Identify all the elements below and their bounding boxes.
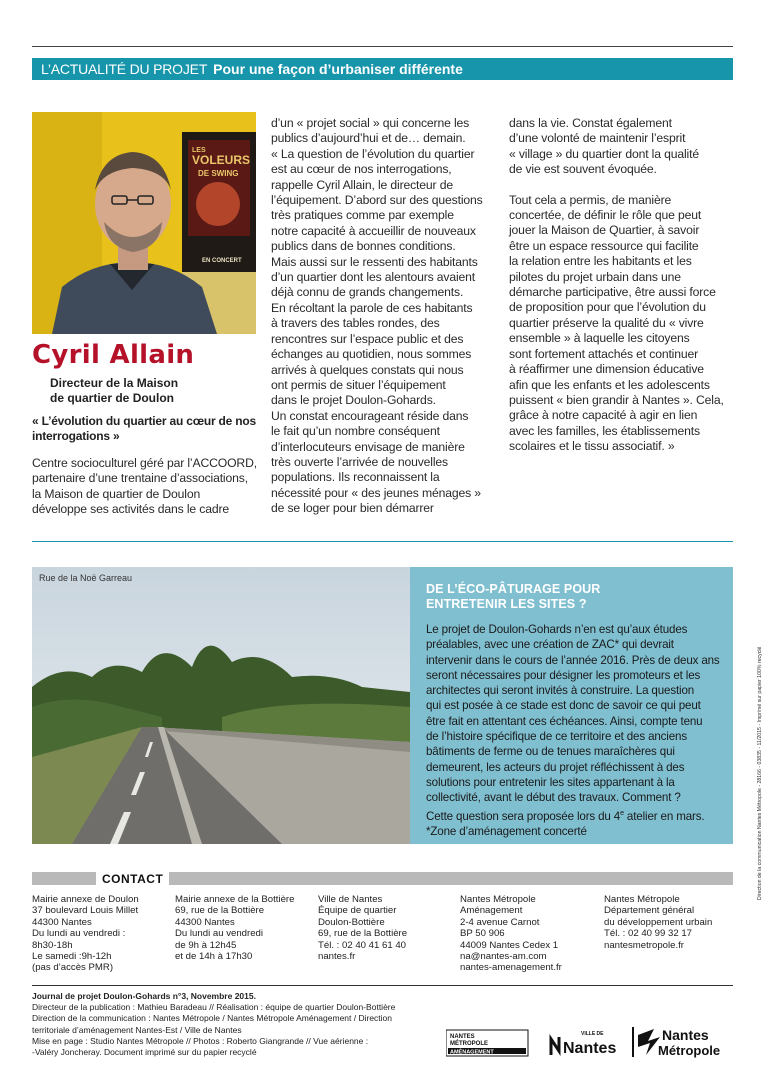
photo-caption: Rue de la Noë Garreau	[39, 573, 133, 583]
text-line: de proposition pour que l’évolution du	[509, 300, 706, 315]
quote-line-2: interrogations »	[32, 429, 120, 443]
article-column-3	[509, 116, 735, 455]
poster-line1: LES	[192, 147, 206, 154]
text-line: puissent « bien grandir à Nantes ». Cela,	[509, 392, 724, 407]
contact-line: BP 50 906	[460, 928, 505, 940]
contact-line: et de 14h à 17h30	[175, 951, 253, 963]
side-credit-text: Direction de la communication Nantes Métropole - 28166 - 03835 - 11/2015 - Imprimé sur papier 100% recyclé	[757, 646, 763, 900]
contact-heading: CONTACT	[96, 872, 169, 885]
poster-line3: DE SWING	[198, 169, 239, 178]
contact-line: 44300 Nantes	[175, 916, 235, 928]
portrait-photo	[32, 112, 256, 334]
text-line: à réaffirmer une dimension éducative	[509, 362, 704, 377]
contact-line: Mairie annexe de Doulon	[32, 894, 139, 905]
text-line: d’un « projet social » qui concerne les	[271, 116, 470, 130]
text-line: sont fortement attachés et continuer	[509, 346, 699, 361]
credit-line: Mise en page : Studio Nantes Métropole // Photos : Roberto Giangrande // Vue aérienne :	[32, 1035, 369, 1046]
logo-text: AMÉNAGEMENT	[450, 1049, 494, 1056]
contact-line: Aménagement	[460, 905, 523, 917]
text-line	[426, 806, 726, 824]
contact-line: Mairie annexe de la Bottière	[175, 894, 295, 905]
contact-line: 8h30-18h	[32, 939, 73, 951]
nantes-metropole-logo	[632, 1025, 734, 1059]
text-line: avec les familles, les établissements	[509, 423, 700, 438]
contact-line: (pas d’accès PMR)	[32, 962, 114, 974]
text-line: « La question de l’évolution du quartier	[271, 146, 475, 161]
banner-kicker: L’ACTUALITÉ DU PROJET	[41, 61, 208, 77]
nantes-metropole-amenagement-logo	[446, 1028, 536, 1058]
text-line: populations. Ils reconnaissent la	[271, 470, 440, 485]
text-line: développe ses activités dans le cadre	[32, 502, 230, 517]
text-line: démarche participative, être aussi force	[509, 285, 716, 300]
text-line: est au cœur de nos interrogations,	[271, 162, 452, 177]
text-segment: atelier en mars.	[623, 809, 705, 823]
section-divider	[32, 541, 733, 542]
eco-body	[426, 622, 726, 839]
text-line: déjà connu de grands changements.	[271, 285, 464, 300]
logo-text: NANTES	[450, 1034, 475, 1040]
text-line: partenaire d’une trentaine d’associations,	[32, 471, 248, 486]
article-column-1	[32, 456, 262, 518]
text-line: Un constat encourageant réside dans	[271, 408, 469, 423]
logo-text: VILLE DE	[581, 1031, 604, 1037]
text-line: dans la vie. Constat également	[509, 116, 672, 130]
contact-line: Tél. : 02 40 41 61 40	[318, 939, 407, 951]
text-line: afin que les enfants et les adolescents	[509, 377, 710, 392]
contact-line: 69, rue de la Bottière	[175, 905, 265, 917]
text-line: être un espace ressource qui facilite	[509, 238, 699, 253]
contact-line: Nantes Métropole	[604, 894, 680, 905]
text-line: jouer la Maison de Quartier, à savoir	[509, 223, 700, 238]
contact-line: de 9h à 12h45	[175, 939, 237, 951]
text-line: arrivés à quelques constats qui nous	[271, 362, 464, 377]
footer-rule	[32, 985, 733, 986]
ville-de-nantes-logo	[549, 1025, 621, 1059]
text-line: d’un quartier dont les alentours avaient	[271, 270, 476, 285]
contact-block	[460, 894, 600, 974]
contact-line: Le samedi :9h-12h	[32, 951, 112, 963]
contact-line: 2-4 avenue Carnot	[460, 916, 540, 928]
person-name: Cyril Allain	[32, 340, 195, 370]
text-line: intervenir dans le cours de l’année 2016. Près de deux ans	[426, 653, 720, 667]
text-line: publics d’aujourd’hui et de… demain.	[271, 131, 466, 146]
text-line: qui est posée à ce stade est donc de savoir ce qui peut	[426, 699, 701, 713]
text-line: très pratiques comme par exemple	[271, 208, 454, 223]
contact-block	[32, 894, 172, 974]
text-line: notre capacité à accueillir de nouveaux	[271, 223, 476, 238]
text-line: d’interlocuteurs envisage de manière	[271, 439, 465, 454]
text-line: quartier préserve la qualité du « vivre	[509, 315, 704, 330]
credit-line: Directeur de la publication : Mathieu Baradeau // Réalisation : équipe de quartier Doulon-Bottière	[32, 1002, 396, 1013]
journal-title: Journal de projet Doulon-Gohards n°3, Novembre 2015.	[32, 991, 256, 1001]
text-segment: Cette question sera proposée lors du 4	[426, 809, 621, 823]
contact-line: Département général	[604, 905, 695, 917]
text-line: Centre socioculturel géré par l’ACCOORD,	[32, 456, 257, 470]
logo-text: Nantes	[563, 1040, 617, 1057]
road-photo	[32, 567, 410, 844]
person-role	[50, 376, 250, 406]
contact-line: 37 boulevard Louis Millet	[32, 905, 139, 917]
text-line: En récoltant la parole de ces habitants	[271, 300, 473, 315]
credit-line: territoriale d’aménagement Nantes-Est / Ville de Nantes	[32, 1024, 242, 1035]
top-rule	[32, 46, 733, 47]
article-column-2	[271, 116, 503, 517]
text-line: Tout cela a permis, de manière	[509, 192, 672, 207]
text-line: rencontres sur l’espace public et des	[271, 331, 464, 346]
contact-line: Nantes Métropole	[460, 894, 536, 905]
role-line-1: Directeur de la Maison	[50, 376, 179, 390]
text-line: la relation entre les habitants et les	[509, 254, 692, 269]
text-line: grâce à notre capacité à agir en lien	[509, 408, 698, 423]
logo-text: Nantes	[662, 1027, 709, 1043]
contact-line: Équipe de quartier	[318, 905, 397, 917]
text-line: préalables, avec une création de ZAC* qui devrait	[426, 638, 674, 652]
superscript: e	[620, 809, 624, 817]
text-line: de l’histoire spécifique de ce territoire et des anciens	[426, 730, 687, 744]
role-line-2: de quartier de Doulon	[50, 391, 175, 405]
banner-title: Pour une façon d’urbaniser différente	[213, 61, 463, 77]
logo-text: MÉTROPOLE	[450, 1041, 489, 1047]
eco-footnote: *Zone d’aménagement concerté	[426, 824, 587, 838]
text-line: bâtiments de ferme ou de tenues maraîchères qui	[426, 745, 675, 759]
contact-link[interactable]: nantes-amenagement.fr	[460, 962, 562, 974]
text-line: Mais aussi sur le ressenti des habitants	[271, 254, 478, 269]
text-line: être fait en attentant ces échéances. Ainsi, compte tenu	[426, 714, 703, 728]
contact-line: 69, rue de la Bottière	[318, 928, 408, 940]
contact-line: Tél. : 02 40 99 32 17	[604, 928, 693, 940]
quote-line-1: « L’évolution du quartier au cœur de nos	[32, 414, 257, 428]
text-line: la Maison de quartier de Doulon	[32, 486, 201, 501]
text-line: seront nécessaires pour désigner les promoteurs et les	[426, 668, 701, 682]
text-line: architectes qui seront invités à construire. La question	[426, 684, 695, 698]
text-line: scolaires et le tissu associatif. »	[509, 439, 675, 454]
contact-line: 44009 Nantes Cedex 1	[460, 939, 559, 951]
text-line: de se loger pour bien démarrer	[271, 501, 434, 516]
pull-quote	[32, 414, 257, 444]
poster-line2: VOLEURS	[192, 153, 251, 167]
text-line: demeurent, les acteurs du projet réfléchissent à des	[426, 760, 685, 774]
contact-line: Doulon-Bottière	[318, 916, 385, 928]
text-line: concertée, de définir le rôle que peut	[509, 208, 702, 223]
text-line: collectivité, avant le début des travaux. Comment ?	[426, 791, 681, 805]
credit-line: Direction de la communication : Nantes Métropole / Nantes Métropole Aménagement / Direction	[32, 1013, 393, 1024]
eco-title-line-2: ENTRETENIR LES SITES ?	[426, 597, 587, 611]
text-line: ont permis de situer l’équipement	[271, 377, 446, 392]
text-line: l’équipement. D’abord sur des questions	[271, 193, 483, 208]
contact-link[interactable]: nantes.fr	[318, 951, 356, 963]
side-credit	[752, 640, 764, 900]
text-line: nécessité pour « des jeunes ménages »	[271, 485, 481, 500]
text-line: d’une volonté de maintenir l’esprit	[509, 131, 686, 146]
text-line: dans le projet Doulon-Gohards.	[271, 393, 436, 408]
text-line: échanges au quotidien, nous sommes	[271, 347, 472, 362]
section-banner	[32, 58, 733, 80]
text-line: de vie est souvent évoquée.	[509, 162, 657, 177]
journal-credits	[32, 991, 422, 1058]
eco-title-line-1: DE L’ÉCO-PÂTURAGE POUR	[426, 582, 601, 596]
logo-text: Métropole	[658, 1043, 721, 1058]
contact-link[interactable]: nantesmetropole.fr	[604, 939, 684, 951]
contact-line: Du lundi au vendredi	[175, 928, 264, 940]
text-line: solutions pour entretenir les sites appartenant à la	[426, 775, 675, 789]
contact-block	[604, 894, 734, 951]
text-line: ensemble » à laquelle les citoyens	[509, 331, 690, 346]
contact-line: Du lundi au vendredi :	[32, 928, 126, 940]
text-line: rappelle Cyril Allain, le directeur de	[271, 177, 453, 192]
text-line: publics dans de bonnes conditions.	[271, 239, 456, 254]
contact-line: Ville de Nantes	[318, 894, 383, 905]
text-line: très ouverte l’arrivée de nouvelles	[271, 454, 448, 469]
paragraph-gap	[509, 178, 735, 193]
contact-line: du développement urbain	[604, 916, 713, 928]
text-line: pilotes du projet urbain dans une	[509, 269, 681, 284]
contact-email-link[interactable]: na@nantes-am.com	[460, 951, 547, 963]
credit-line: -Valéry Joncheray. Document imprimé sur du papier recyclé	[32, 1047, 257, 1058]
contact-block	[318, 894, 453, 962]
eco-title	[426, 582, 726, 612]
text-line: le fait qu’un nombre conséquent	[271, 424, 440, 439]
text-line: à travers des tables rondes, des	[271, 316, 440, 331]
text-line: Le projet de Doulon-Gohards n’en est qu’aux études	[426, 623, 688, 636]
contact-line: 44300 Nantes	[32, 916, 92, 928]
contact-block	[175, 894, 315, 962]
poster-line4: EN CONCERT	[202, 258, 242, 264]
text-line: « village » du quartier dont la qualité	[509, 146, 699, 161]
